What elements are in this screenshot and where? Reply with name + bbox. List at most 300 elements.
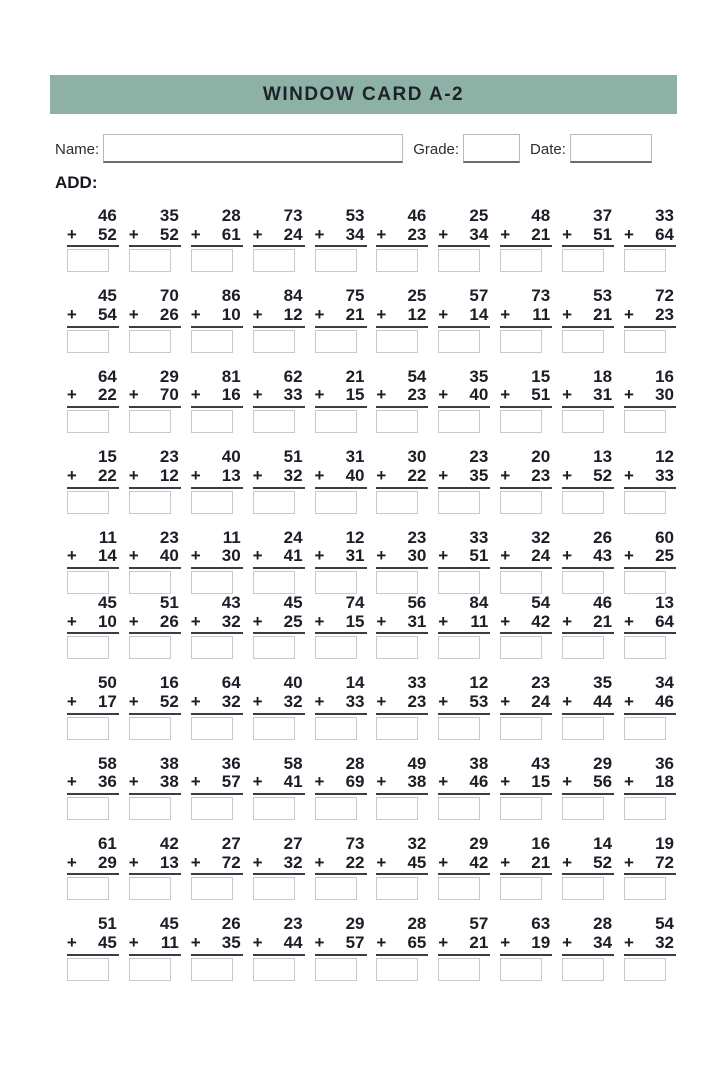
problem-cell — [624, 287, 676, 352]
addend-top: 73 — [283, 206, 303, 225]
addend-bottom: 11 — [532, 305, 551, 325]
problem-cell — [67, 915, 119, 980]
answer-box[interactable] — [315, 249, 357, 272]
addend-bottom: 15 — [531, 772, 551, 792]
problem-numbers — [376, 594, 428, 634]
problem-cell — [67, 529, 119, 594]
answer-box[interactable] — [191, 571, 233, 594]
problem-numbers — [129, 594, 181, 634]
problem-cell — [191, 529, 243, 594]
addend-top: 38 — [469, 753, 489, 773]
plus-sign: + — [438, 385, 449, 405]
addend-bottom: 25 — [283, 611, 303, 631]
plus-sign: + — [66, 546, 77, 566]
answer-box[interactable] — [191, 636, 233, 659]
problem-numbers — [562, 835, 614, 875]
page-title: WINDOW CARD A-2 — [262, 83, 465, 105]
addend-top: 75 — [345, 286, 365, 306]
answer-box[interactable] — [67, 491, 109, 514]
plus-sign: + — [500, 546, 511, 566]
addend-bottom: 24 — [283, 224, 303, 244]
problem-numbers — [438, 674, 490, 714]
addend-bottom: 43 — [593, 546, 613, 566]
plus-sign: + — [190, 772, 201, 792]
answer-box[interactable] — [376, 717, 418, 740]
addend-bottom: 23 — [531, 465, 551, 485]
problems-row — [57, 835, 676, 900]
problem-cell — [129, 915, 181, 980]
answer-box[interactable] — [129, 571, 171, 594]
problem-cell — [129, 755, 181, 820]
answer-box[interactable] — [67, 330, 109, 353]
answer-box[interactable] — [624, 877, 666, 900]
answer-box[interactable] — [376, 249, 418, 272]
answer-box[interactable] — [315, 571, 357, 594]
answer-box[interactable] — [438, 958, 480, 981]
addend-top: 84 — [283, 286, 303, 306]
problem-numbers — [253, 529, 305, 569]
plus-sign: + — [314, 465, 325, 485]
problem-numbers — [253, 287, 305, 327]
problem-numbers — [500, 674, 552, 714]
problem-numbers — [438, 915, 490, 955]
addend-bottom: 23 — [407, 691, 427, 711]
plus-sign: + — [438, 305, 449, 325]
addend-top: 24 — [283, 527, 303, 547]
addend-top: 72 — [655, 286, 674, 306]
addend-top: 51 — [97, 914, 117, 934]
addend-top: 51 — [159, 592, 179, 612]
addend-top: 45 — [159, 914, 179, 934]
plus-sign: + — [314, 305, 325, 325]
problem-numbers — [624, 915, 676, 955]
answer-box[interactable] — [253, 797, 295, 820]
problem-numbers — [562, 529, 614, 569]
date-field[interactable] — [570, 134, 652, 163]
plus-sign: + — [376, 224, 387, 244]
answer-box[interactable] — [315, 797, 357, 820]
problems-row — [57, 529, 676, 594]
problem-cell — [191, 915, 243, 980]
problem-cell — [129, 207, 181, 272]
answer-box[interactable] — [315, 877, 357, 900]
answer-box[interactable] — [315, 330, 357, 353]
answer-box[interactable] — [67, 717, 109, 740]
plus-sign: + — [438, 772, 449, 792]
answer-box[interactable] — [624, 958, 666, 981]
answer-box[interactable] — [624, 491, 666, 514]
plus-sign: + — [128, 691, 139, 711]
problem-numbers — [500, 529, 552, 569]
answer-box[interactable] — [624, 717, 666, 740]
addend-bottom: 33 — [345, 691, 365, 711]
name-label: Name: — [55, 141, 100, 158]
problem-numbers — [67, 755, 119, 795]
problem-cell — [67, 368, 119, 433]
addend-top: 14 — [593, 834, 613, 853]
plus-sign: + — [128, 385, 139, 405]
problem-numbers — [129, 368, 181, 408]
plus-sign: + — [252, 772, 263, 792]
addend-bottom: 44 — [283, 933, 303, 953]
plus-sign: + — [500, 465, 511, 485]
plus-sign: + — [128, 772, 139, 792]
answer-box[interactable] — [129, 491, 171, 514]
answer-box[interactable] — [253, 249, 295, 272]
answer-box[interactable] — [191, 717, 233, 740]
answer-box[interactable] — [624, 797, 666, 820]
problem-numbers — [624, 287, 676, 327]
addend-bottom: 30 — [655, 385, 674, 405]
problem-cell — [253, 448, 305, 513]
answer-box[interactable] — [500, 877, 542, 900]
plus-sign: + — [624, 305, 634, 325]
grade-field[interactable] — [463, 134, 520, 163]
answer-box[interactable] — [500, 958, 542, 981]
problem-cell — [315, 287, 367, 352]
problems-row — [57, 594, 676, 659]
addend-top: 53 — [345, 206, 365, 225]
problem-cell — [253, 529, 305, 594]
answer-box[interactable] — [67, 958, 109, 981]
addend-bottom: 25 — [655, 546, 674, 566]
problem-cell — [67, 287, 119, 352]
problem-cell — [376, 835, 428, 900]
problem-cell — [438, 287, 490, 352]
problem-numbers — [438, 287, 490, 327]
answer-box[interactable] — [191, 958, 233, 981]
answer-box[interactable] — [315, 958, 357, 981]
problem-numbers — [253, 835, 305, 875]
problem-numbers — [438, 368, 490, 408]
answer-box[interactable] — [129, 636, 171, 659]
addend-top: 64 — [97, 366, 117, 386]
plus-sign: + — [314, 691, 325, 711]
plus-sign: + — [128, 305, 139, 325]
answer-box[interactable] — [191, 797, 233, 820]
answer-box[interactable] — [315, 717, 357, 740]
addend-bottom: 56 — [593, 772, 613, 792]
addend-bottom: 24 — [531, 691, 551, 711]
plus-sign: + — [66, 385, 77, 405]
problem-numbers — [315, 207, 367, 247]
answer-box[interactable] — [562, 249, 604, 272]
answer-box[interactable] — [562, 877, 604, 900]
problem-numbers — [376, 915, 428, 955]
addend-top: 86 — [221, 286, 241, 306]
problems-row — [57, 674, 676, 739]
plus-sign: + — [66, 691, 77, 711]
problem-numbers — [129, 207, 181, 247]
problem-numbers — [191, 368, 243, 408]
plus-sign: + — [438, 852, 449, 872]
answer-box[interactable] — [315, 491, 357, 514]
answer-box[interactable] — [376, 330, 418, 353]
problem-cell — [129, 368, 181, 433]
answer-box[interactable] — [67, 410, 109, 433]
problem-numbers — [624, 529, 676, 569]
answer-box[interactable] — [500, 330, 542, 353]
addend-top: 23 — [159, 527, 179, 547]
problem-cell — [376, 368, 428, 433]
addend-bottom: 52 — [593, 852, 613, 872]
answer-box[interactable] — [562, 410, 604, 433]
plus-sign: + — [66, 305, 77, 325]
problem-numbers — [562, 287, 614, 327]
problem-cell — [376, 207, 428, 272]
answer-box[interactable] — [376, 958, 418, 981]
answer-box[interactable] — [562, 717, 604, 740]
problem-cell — [624, 529, 676, 594]
answer-box[interactable] — [624, 410, 666, 433]
answer-box[interactable] — [562, 491, 604, 514]
addend-top: 20 — [531, 447, 551, 467]
answer-box[interactable] — [438, 330, 480, 353]
answer-box[interactable] — [624, 636, 666, 659]
addend-bottom: 17 — [97, 691, 117, 711]
addend-bottom: 19 — [531, 933, 551, 953]
addend-top: 29 — [345, 914, 365, 934]
answer-box[interactable] — [315, 410, 357, 433]
answer-box[interactable] — [500, 636, 542, 659]
plus-sign: + — [252, 933, 263, 953]
addend-top: 16 — [159, 673, 179, 693]
answer-box[interactable] — [438, 249, 480, 272]
addend-bottom: 29 — [97, 852, 117, 872]
problem-numbers — [191, 594, 243, 634]
problem-numbers — [129, 835, 181, 875]
answer-box[interactable] — [500, 491, 542, 514]
problem-cell — [315, 594, 367, 659]
date-label: Date: — [530, 141, 566, 158]
answer-box[interactable] — [500, 797, 542, 820]
answer-box[interactable] — [562, 958, 604, 981]
plus-sign: + — [190, 546, 201, 566]
answer-box[interactable] — [500, 717, 542, 740]
problem-numbers — [191, 755, 243, 795]
addend-bottom: 15 — [345, 385, 365, 405]
problems-row — [57, 448, 676, 513]
answer-box[interactable] — [191, 491, 233, 514]
answer-box[interactable] — [253, 636, 295, 659]
plus-sign: + — [438, 224, 449, 244]
addend-top: 23 — [159, 447, 179, 467]
addend-top: 40 — [221, 447, 241, 467]
plus-sign: + — [500, 691, 511, 711]
plus-sign: + — [438, 546, 449, 566]
problem-numbers — [624, 448, 676, 488]
answer-box[interactable] — [624, 571, 666, 594]
answer-box[interactable] — [253, 571, 295, 594]
answer-box[interactable] — [253, 717, 295, 740]
answer-box[interactable] — [376, 571, 418, 594]
addend-bottom: 54 — [97, 305, 117, 325]
plus-sign: + — [438, 691, 449, 711]
addend-bottom: 21 — [593, 305, 613, 325]
addend-bottom: 12 — [407, 305, 427, 325]
problem-numbers — [67, 835, 119, 875]
problem-numbers — [438, 207, 490, 247]
addend-top: 49 — [407, 753, 427, 773]
answer-box[interactable] — [376, 636, 418, 659]
answer-box[interactable] — [376, 877, 418, 900]
plus-sign: + — [500, 852, 511, 872]
plus-sign: + — [624, 611, 634, 631]
plus-sign: + — [190, 852, 201, 872]
answer-box[interactable] — [253, 330, 295, 353]
problem-numbers — [191, 448, 243, 488]
addend-top: 11 — [222, 527, 241, 547]
addend-bottom: 52 — [593, 465, 613, 485]
problem-cell — [438, 594, 490, 659]
problem-numbers — [191, 207, 243, 247]
answer-box[interactable] — [253, 410, 295, 433]
problem-cell — [562, 915, 614, 980]
answer-box[interactable] — [438, 410, 480, 433]
problem-numbers — [438, 594, 490, 634]
plus-sign: + — [562, 933, 573, 953]
answer-box[interactable] — [562, 330, 604, 353]
answer-box[interactable] — [129, 249, 171, 272]
addend-bottom: 22 — [97, 465, 117, 485]
plus-sign: + — [376, 385, 387, 405]
problem-numbers — [315, 594, 367, 634]
addend-bottom: 57 — [221, 772, 241, 792]
problem-numbers — [376, 448, 428, 488]
plus-sign: + — [190, 933, 201, 953]
plus-sign: + — [252, 224, 263, 244]
addend-top: 74 — [345, 592, 365, 612]
addend-bottom: 72 — [655, 852, 674, 872]
addend-top: 45 — [283, 592, 303, 612]
addend-top: 27 — [283, 834, 303, 853]
answer-box[interactable] — [67, 636, 109, 659]
problem-numbers — [438, 755, 490, 795]
addend-top: 73 — [531, 286, 551, 306]
answer-box[interactable] — [129, 717, 171, 740]
problem-numbers — [315, 755, 367, 795]
problem-cell — [67, 448, 119, 513]
answer-box[interactable] — [500, 571, 542, 594]
plus-sign: + — [624, 772, 634, 792]
answer-box[interactable] — [376, 410, 418, 433]
name-field[interactable] — [103, 134, 403, 163]
answer-box[interactable] — [191, 249, 233, 272]
addend-top: 33 — [655, 206, 674, 225]
addend-top: 63 — [531, 914, 551, 934]
answer-box[interactable] — [376, 797, 418, 820]
problem-cell — [624, 755, 676, 820]
answer-box[interactable] — [129, 330, 171, 353]
answer-box[interactable] — [562, 636, 604, 659]
answer-box[interactable] — [191, 330, 233, 353]
answer-box[interactable] — [500, 410, 542, 433]
problem-numbers — [376, 755, 428, 795]
problem-cell — [253, 287, 305, 352]
answer-box[interactable] — [67, 797, 109, 820]
answer-box[interactable] — [315, 636, 357, 659]
answer-box[interactable] — [129, 797, 171, 820]
plus-sign: + — [314, 611, 325, 631]
problem-cell — [624, 368, 676, 433]
problem-numbers — [129, 529, 181, 569]
answer-box[interactable] — [129, 877, 171, 900]
answer-box[interactable] — [67, 571, 109, 594]
plus-sign: + — [500, 385, 511, 405]
problem-cell — [500, 207, 552, 272]
addend-bottom: 35 — [469, 465, 489, 485]
answer-box[interactable] — [438, 717, 480, 740]
answer-box[interactable] — [376, 491, 418, 514]
plus-sign: + — [314, 546, 325, 566]
addend-top: 36 — [221, 753, 241, 773]
answer-box[interactable] — [191, 410, 233, 433]
plus-sign: + — [190, 385, 201, 405]
problems-row — [57, 915, 676, 980]
answer-box[interactable] — [253, 491, 295, 514]
problem-cell — [624, 594, 676, 659]
answer-box[interactable] — [438, 491, 480, 514]
problem-cell — [562, 835, 614, 900]
addend-bottom: 32 — [221, 691, 241, 711]
answer-box[interactable] — [67, 249, 109, 272]
answer-box[interactable] — [253, 958, 295, 981]
plus-sign: + — [562, 465, 573, 485]
answer-box[interactable] — [562, 571, 604, 594]
addend-top: 54 — [531, 592, 551, 612]
answer-box[interactable] — [562, 797, 604, 820]
addend-top: 35 — [593, 673, 613, 693]
problem-numbers — [191, 674, 243, 714]
problem-cell — [562, 674, 614, 739]
plus-sign: + — [128, 852, 139, 872]
answer-box[interactable] — [624, 249, 666, 272]
problem-cell — [562, 594, 614, 659]
addend-top: 70 — [159, 286, 179, 306]
addend-bottom: 52 — [159, 224, 179, 244]
problem-numbers — [67, 915, 119, 955]
problem-cell — [253, 755, 305, 820]
plus-sign: + — [624, 852, 634, 872]
addend-bottom: 52 — [97, 224, 117, 244]
addend-bottom: 34 — [469, 224, 489, 244]
addend-bottom: 13 — [221, 465, 241, 485]
answer-box[interactable] — [253, 877, 295, 900]
answer-box[interactable] — [191, 877, 233, 900]
answer-box[interactable] — [438, 571, 480, 594]
addend-top: 26 — [593, 527, 613, 547]
problem-numbers — [315, 368, 367, 408]
addend-bottom: 41 — [283, 772, 303, 792]
addend-top: 37 — [593, 206, 613, 225]
answer-box[interactable] — [129, 410, 171, 433]
answer-box[interactable] — [624, 330, 666, 353]
problem-numbers — [315, 448, 367, 488]
addend-bottom: 32 — [221, 611, 241, 631]
problem-cell — [253, 207, 305, 272]
answer-box[interactable] — [438, 877, 480, 900]
answer-box[interactable] — [438, 636, 480, 659]
problem-numbers — [191, 835, 243, 875]
answer-box[interactable] — [129, 958, 171, 981]
problem-cell — [67, 594, 119, 659]
answer-box[interactable] — [500, 249, 542, 272]
answer-box[interactable] — [67, 877, 109, 900]
addend-bottom: 22 — [407, 465, 427, 485]
answer-box[interactable] — [438, 797, 480, 820]
addend-top: 45 — [97, 592, 117, 612]
plus-sign: + — [66, 611, 77, 631]
